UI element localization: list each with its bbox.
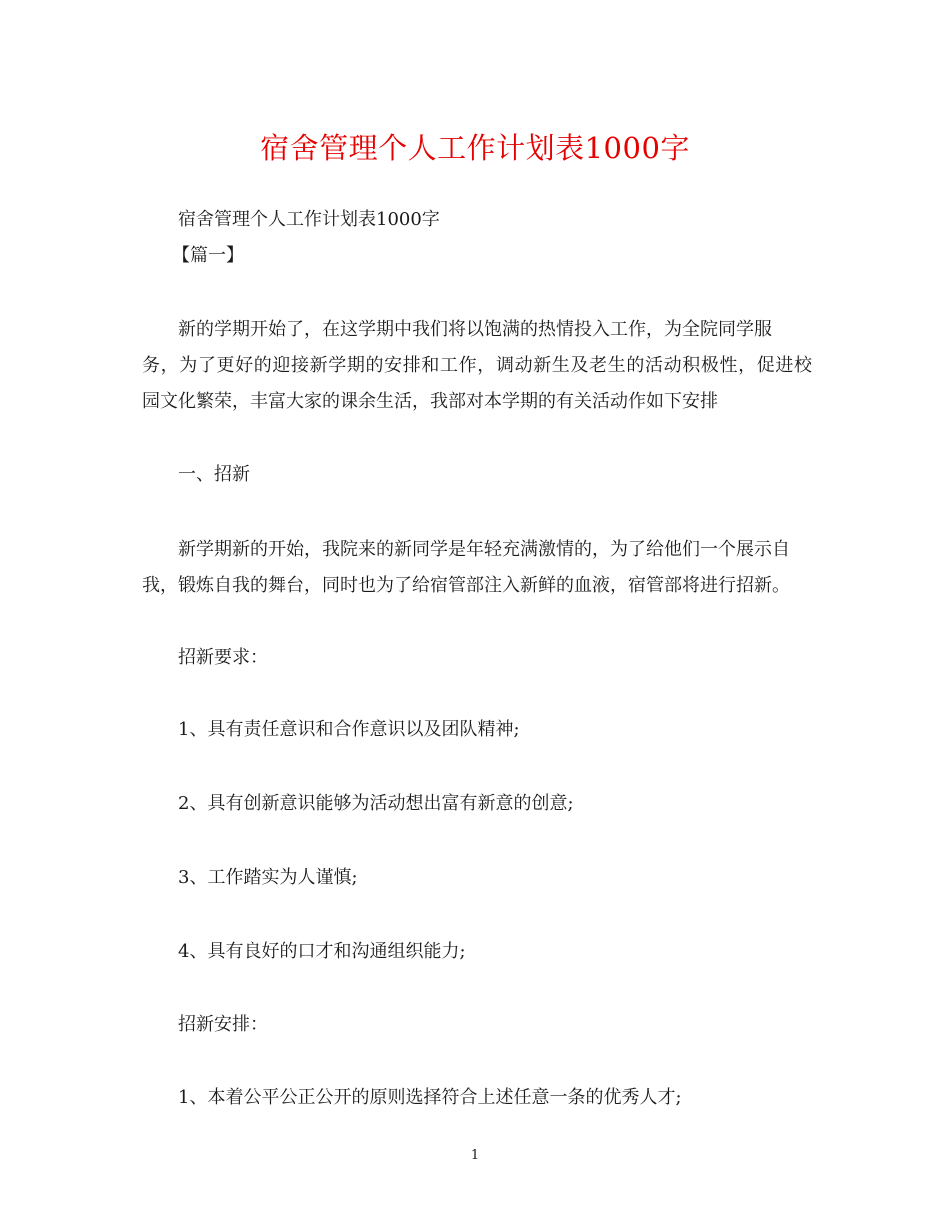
recruit-intro-line-1: 新学期新的开始，我院来的新同学是年轻充满激情的，为了给他们一个展示自: [178, 539, 790, 560]
page-number: 1: [470, 1148, 480, 1163]
document-subtitle: 宿舍管理个人工作计划表1000字: [178, 209, 440, 230]
arrangement-item: 1、本着公平公正公开的原则选择符合上述任意一条的优秀人才;: [178, 1087, 682, 1108]
arrangement-label: 招新安排：: [178, 1014, 268, 1035]
intro-line-2: 务，为了更好的迎接新学期的安排和工作，调动新生及老生的活动积极性，促进校: [142, 355, 812, 376]
section-marker: 【篇一】: [172, 245, 244, 266]
intro-line-3: 园文化繁荣，丰富大家的课余生活，我部对本学期的有关活动作如下安排: [142, 391, 718, 412]
intro-line-1: 新的学期开始了，在这学期中我们将以饱满的热情投入工作，为全院同学服: [178, 319, 772, 340]
requirement-item: 1、具有责任意识和合作意识以及团队精神;: [178, 719, 520, 740]
section-heading-recruit: 一、招新: [178, 464, 250, 485]
requirement-item: 4、具有良好的口才和沟通组织能力;: [178, 941, 466, 962]
requirements-label: 招新要求：: [178, 647, 268, 668]
document-title: 宿舍管理个人工作计划表1000字: [260, 131, 690, 165]
requirement-item: 3、工作踏实为人谨慎;: [178, 867, 358, 888]
requirement-item: 2、具有创新意识能够为活动想出富有新意的创意;: [178, 793, 574, 814]
recruit-intro-line-2: 我，锻炼自我的舞台，同时也为了给宿管部注入新鲜的血液，宿管部将进行招新。: [142, 575, 790, 596]
